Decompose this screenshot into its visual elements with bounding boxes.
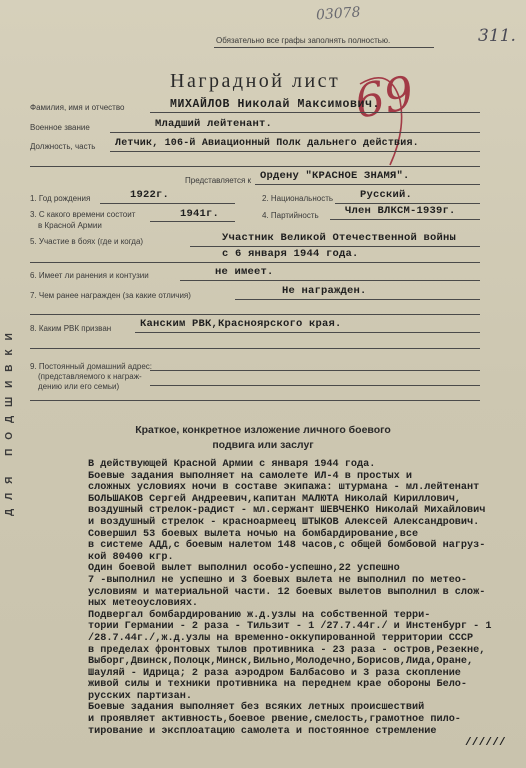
address-underline-1 xyxy=(150,370,480,371)
archive-number: 03078 xyxy=(315,4,362,24)
notice-underline xyxy=(214,47,434,48)
address-label-1: 9. Постоянный домашний адрес: xyxy=(30,362,153,371)
merit-line: живой силы и техники противника на переднем крае обороны Бело- xyxy=(88,679,468,691)
merit-line: 7 -выполнил не успешно и 3 боевых вылета не выполнил по метео- xyxy=(88,574,468,586)
rvk-underline-2 xyxy=(30,348,480,349)
presented-value: Ордену "КРАСНОЕ ЗНАМЯ". xyxy=(260,170,410,182)
battles-underline-2 xyxy=(30,262,480,263)
presented-underline xyxy=(255,184,480,185)
position-underline xyxy=(110,151,480,152)
rvk-value: Канским РВК,Красноярского края. xyxy=(140,318,342,330)
rank-underline xyxy=(110,132,480,133)
position-underline-2 xyxy=(30,166,480,167)
merit-line: условиям и материальной части. 12 боевых вылетов выполнил в слож- xyxy=(88,586,486,598)
awards-underline-2 xyxy=(30,314,480,315)
merit-line: воздушный стрелок-радист - мл.сержант ШЕВЧЕНКО Николай Михайлович xyxy=(88,505,486,517)
fill-notice: Обязательно все графы заполнять полностью. xyxy=(216,36,391,45)
battles-underline-1 xyxy=(190,246,480,247)
merit-line: в системе АДД,с боевым налетом 148 часов,с общей бомбовой нагруз- xyxy=(88,540,486,552)
rank-label: Военное звание xyxy=(30,123,90,132)
battles-value-2: с 6 января 1944 года. xyxy=(222,248,359,260)
position-label: Должность, часть xyxy=(30,142,96,151)
merit-line: русских партизан. xyxy=(88,690,192,702)
section-title-line-2: подвига или заслуг xyxy=(212,439,314,451)
corner-number: 311. xyxy=(478,26,516,46)
wounds-value: не имеет. xyxy=(215,266,274,278)
army-label-2: в Красной Армии xyxy=(38,221,102,230)
merit-line: Совершил 53 боевых вылета ночью на бомбардирование,все xyxy=(88,528,419,540)
merit-line: и проявляет активность,боевое рвение,смелость,грамотное пило- xyxy=(88,714,461,726)
name-label: Фамилия, имя и отчество xyxy=(30,103,125,112)
merit-description xyxy=(88,459,518,737)
address-underline-3 xyxy=(30,400,480,401)
merit-line: кой 80400 кгр. xyxy=(88,551,174,563)
merit-line: /28.7.44г./,ж.д.узлы на временно-оккупированной территории СССР xyxy=(88,632,474,644)
battles-value-1: Участник Великой Отечественной войны xyxy=(222,232,457,244)
merit-line: Шауляй - Идрица; 2 раза аэродром Балбасово и 3 раза скопление xyxy=(88,667,461,679)
merit-line: и воздушный стрелок - красноармеец ШТЫКОВ Алексей Александрович. xyxy=(88,516,480,528)
party-value: Член ВЛКСМ-1939г. xyxy=(345,205,456,217)
army-underline xyxy=(150,221,235,222)
merit-line: сложных условиях ночи в составе экипажа: штурмана - мл.лейтенант xyxy=(88,482,480,494)
party-underline xyxy=(330,219,480,220)
rvk-label: 8. Каким РВК призван xyxy=(30,324,112,333)
merit-line: Выборг,Двинск,Полоцк,Минск,Вильно,Молодечно,Борисов,Лида,Оране, xyxy=(88,656,474,668)
presented-label: Представляется к xyxy=(185,176,252,185)
rank-value: Младший лейтенант. xyxy=(155,118,273,130)
address-underline-2 xyxy=(150,385,480,386)
binding-side-label: ДЛЯ ПОДШИВКИ xyxy=(4,324,15,516)
awards-label: 7. Чем ранее награжден (за какие отличия) xyxy=(30,291,191,300)
battles-label: 5. Участие в боях (где и когда) xyxy=(30,237,144,246)
wounds-label: 6. Имеет ли ранения и контузии xyxy=(30,271,149,280)
document-title: Наградной лист xyxy=(170,70,341,92)
merit-line: Один боевой вылет выполнил особо-успешно,22 успешно xyxy=(88,563,400,575)
birth-underline xyxy=(100,203,235,204)
wounds-underline xyxy=(180,280,480,281)
merit-line: БОЛЬШАКОВ Сергей Андреевич,капитан МАЛЮТА Николай Кириллович, xyxy=(88,493,461,505)
merit-line: Боевые задания выполняет без всяких летных происшествий xyxy=(88,702,425,714)
name-value: МИХАЙЛОВ Николай Максимович. xyxy=(170,98,381,111)
merit-line: Подвергал бомбардированию ж.д.узлы на собственной терри- xyxy=(88,609,431,621)
merit-line: тирование и эксплоатацию самолета и постоянное стремление xyxy=(88,725,437,737)
red-stamp-number: 69 xyxy=(350,65,418,129)
merit-line: в пределах фронтовых тылов противника - 23 раза - остров,Резекне, xyxy=(88,644,486,656)
merit-line: тории Германии - 2 раза - Тильзит - 1 /27.7.44г./ и Инстенбург - 1 xyxy=(88,621,492,633)
nationality-label: 2. Национальность xyxy=(262,194,334,203)
birth-value: 1922г. xyxy=(130,189,170,201)
rvk-underline xyxy=(135,332,480,333)
merit-line: Боевые задания выполняет на самолете ИЛ-4 в простых и xyxy=(88,470,413,482)
army-value: 1941г. xyxy=(180,208,220,220)
address-label-2: (представляемого к награж- xyxy=(38,372,142,381)
name-underline xyxy=(150,112,480,113)
awards-value: Не награжден. xyxy=(282,285,367,297)
section-title-line-1: Краткое, конкретное изложение личного боевого xyxy=(135,424,391,436)
merit-line: В действующей Красной Армии с января 1944 года. xyxy=(88,459,376,470)
bottom-mark: ////// xyxy=(465,737,506,749)
address-label-3: дению или его семьи) xyxy=(38,382,120,391)
nationality-value: Русский. xyxy=(360,189,413,201)
birth-label: 1. Год рождения xyxy=(30,194,91,203)
party-label: 4. Партийность xyxy=(262,211,319,220)
awards-underline xyxy=(235,299,480,300)
merit-line: ных метеоусловиях. xyxy=(88,598,199,610)
position-value: Летчик, 106-й Авиационный Полк дальнего действия. xyxy=(115,138,419,149)
army-label-1: 3. С какого времени состоит xyxy=(30,210,136,219)
nationality-underline xyxy=(335,203,480,204)
